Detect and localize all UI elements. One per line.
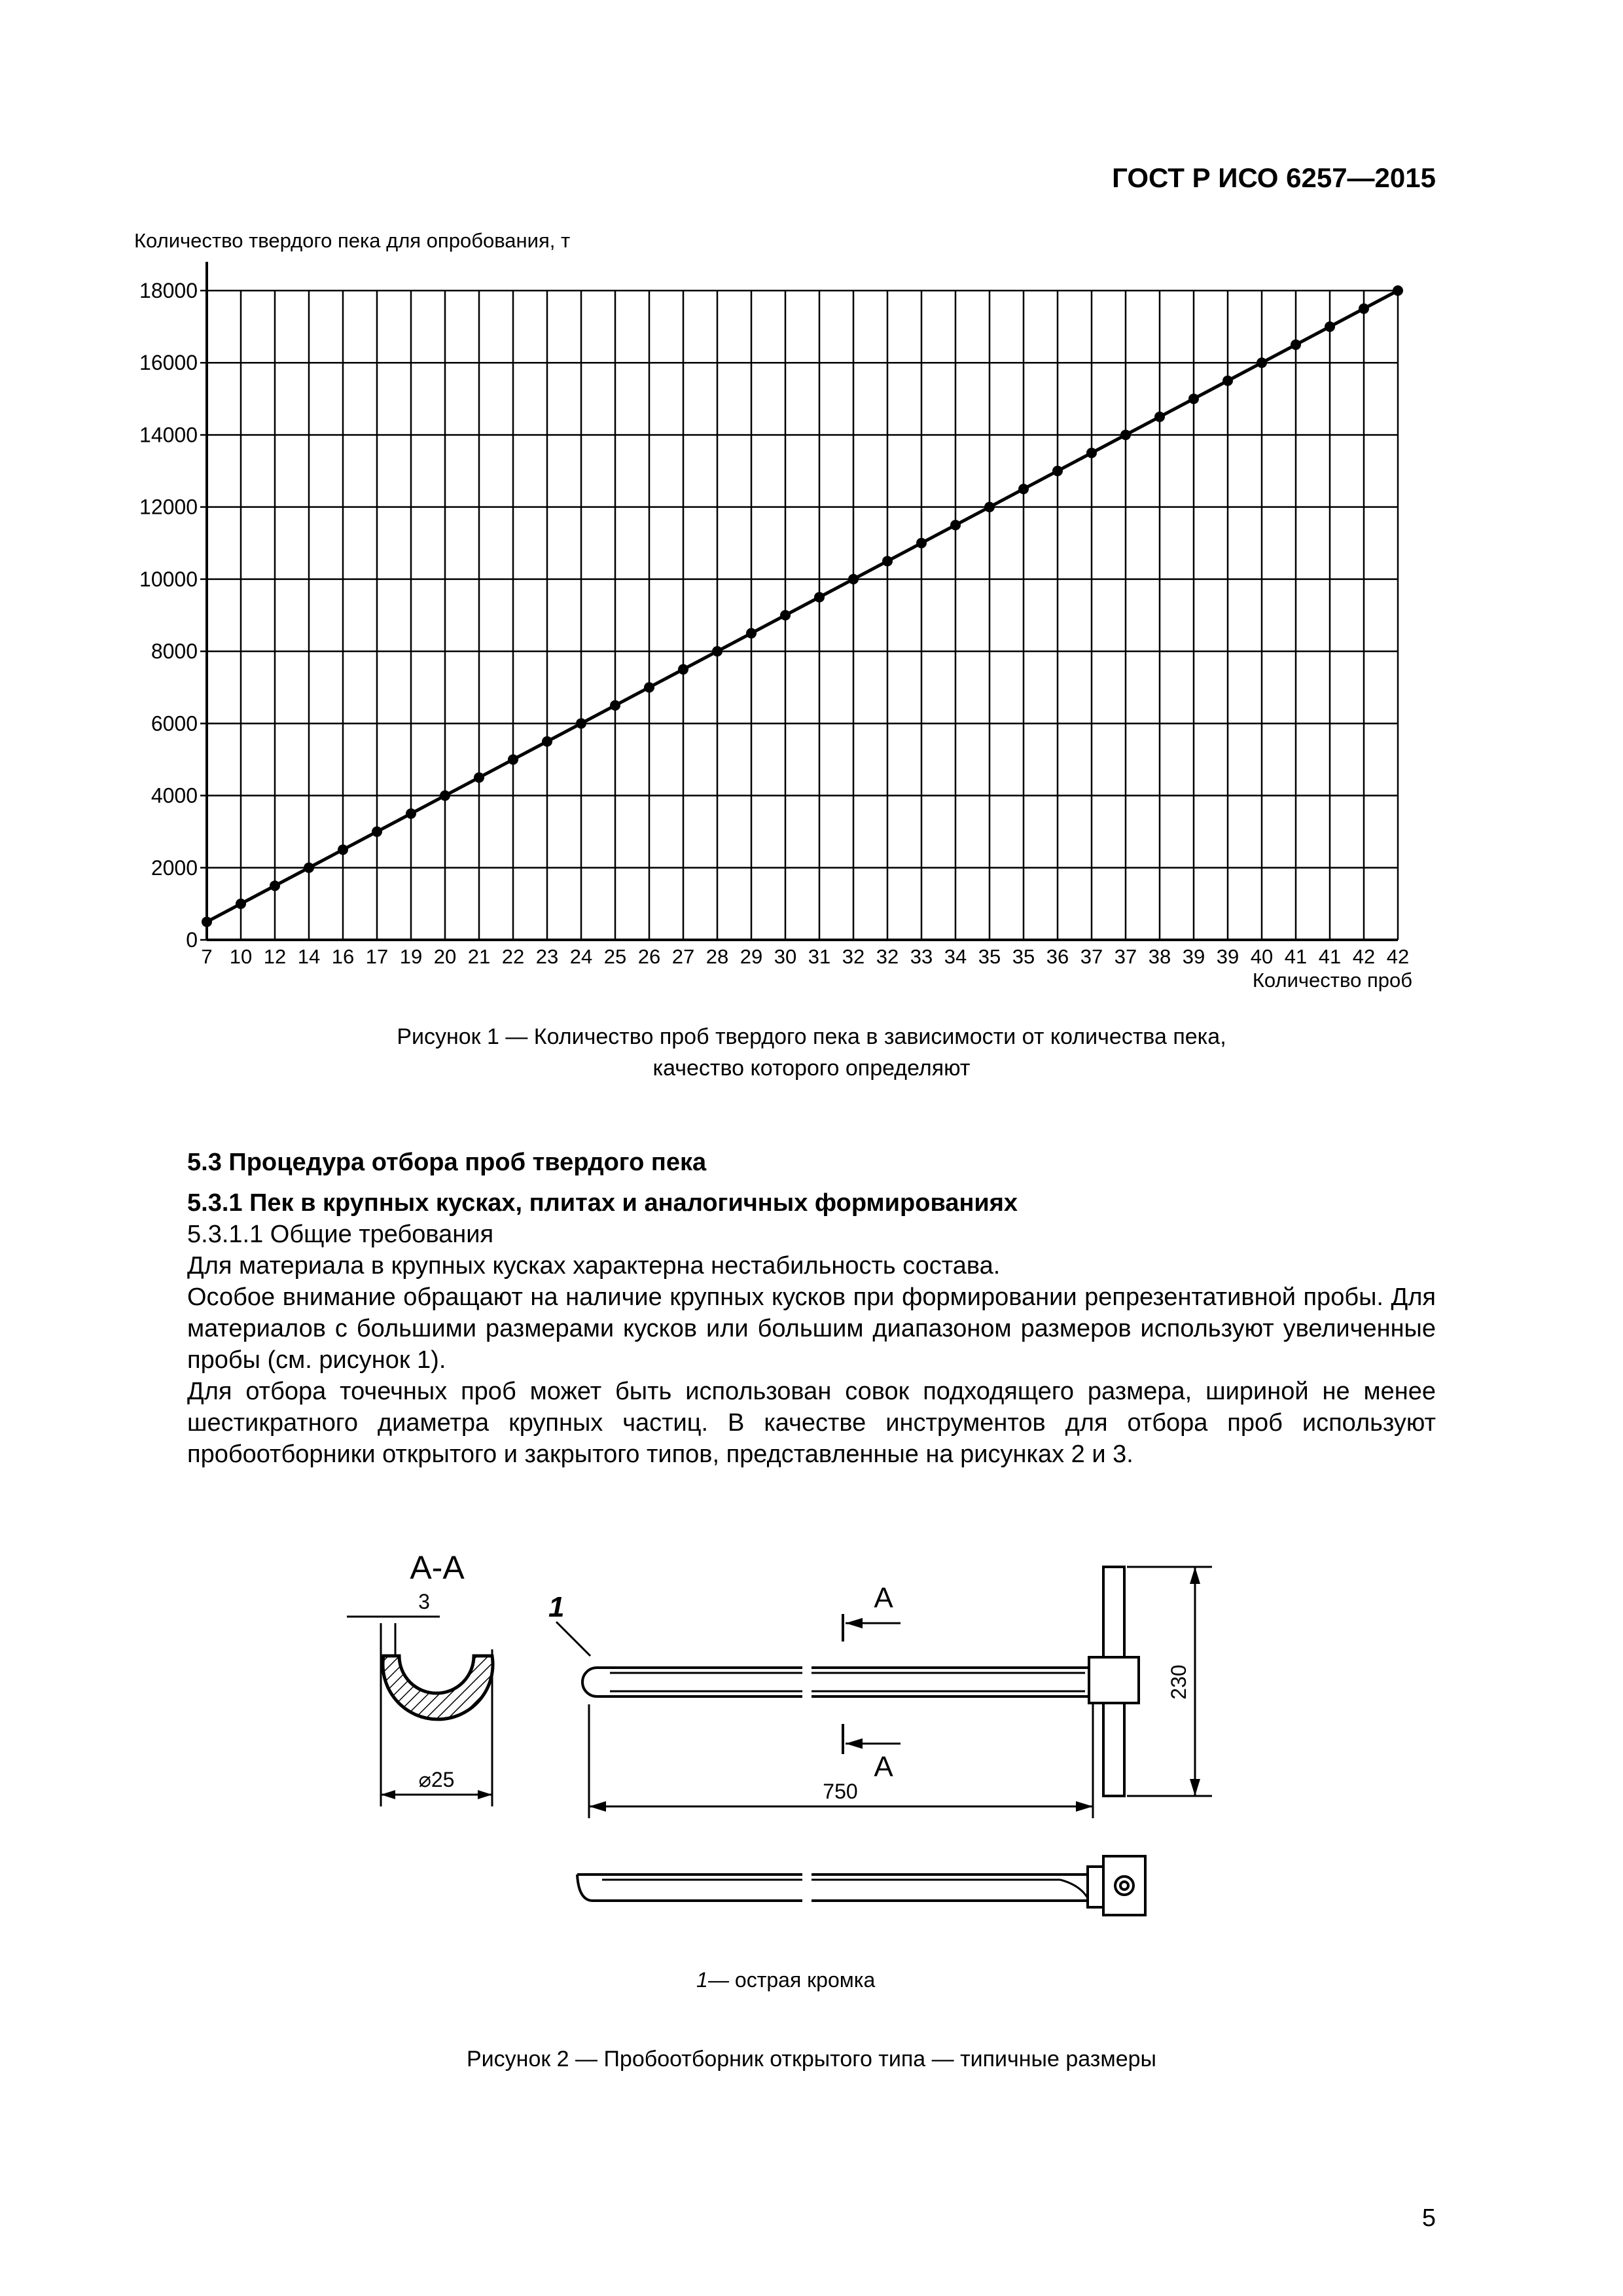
x-tick-label: 17: [365, 945, 389, 968]
dim-230-label: 230: [1167, 1664, 1190, 1700]
x-tick-label: 24: [569, 945, 593, 968]
heading-5-3-1-1: 5.3.1.1 Общие требования: [187, 1221, 494, 1248]
x-tick-label: 42: [1386, 945, 1410, 968]
section-arrow-a-bottom: А: [874, 1751, 893, 1783]
x-tick-label: 34: [944, 945, 967, 968]
x-tick-label: 35: [978, 945, 1001, 968]
y-tick-label: 2000: [151, 855, 198, 880]
heading-5-3-1: 5.3.1 Пек в крупных кусках, плитах и аналогичных формированиях: [187, 1189, 1018, 1217]
x-tick-label: 21: [467, 945, 491, 968]
x-tick-label: 37: [1080, 945, 1103, 968]
x-tick-label: 29: [740, 945, 763, 968]
x-tick-label: 28: [705, 945, 729, 968]
y-tick-label: 12000: [139, 495, 198, 519]
paragraph-2: Особое внимание обращают на наличие крупных кусков при формировании репрезентативной пробы. Для материалов с большими размерами кусков или большим диапазоном размеров используют увеличенные пробы (см. рисунок 1).: [187, 1283, 1436, 1374]
x-tick-label: 7: [201, 945, 213, 968]
legend-number: 1: [696, 1968, 708, 1992]
dim-750-label: 750: [823, 1780, 858, 1803]
x-tick-label: 41: [1284, 945, 1308, 968]
y-tick-label: 16000: [139, 351, 198, 375]
y-tick-label: 14000: [139, 423, 198, 447]
x-tick-label: 10: [229, 945, 253, 968]
x-tick-label: 14: [297, 945, 321, 968]
paragraph-1: Для материала в крупных кусках характерна нестабильность состава.: [187, 1252, 1001, 1280]
y-tick-label: 0: [186, 928, 198, 952]
x-tick-label: 22: [501, 945, 525, 968]
x-tick-label: 23: [535, 945, 559, 968]
x-tick-label: 30: [774, 945, 797, 968]
figure2-caption: Рисунок 2 — Пробоотборник открытого типа — типичные размеры: [467, 2047, 1156, 2072]
figure1-caption-line1: Рисунок 1 — Количество проб твердого пека в зависимости от количества пека,: [397, 1024, 1226, 1049]
y-tick-label: 10000: [139, 567, 198, 591]
x-tick-label: 25: [603, 945, 627, 968]
callout-1: 1: [548, 1591, 565, 1623]
legend-text: — острая кромка: [708, 1968, 876, 1992]
figure1-caption-line2: качество которого определяют: [652, 1056, 971, 1081]
x-tick-label: 39: [1182, 945, 1205, 968]
x-tick-label: 27: [671, 945, 695, 968]
x-tick-label: 31: [808, 945, 831, 968]
x-tick-label: 32: [842, 945, 865, 968]
x-tick-label: 35: [1012, 945, 1035, 968]
x-tick-label: 12: [263, 945, 287, 968]
x-tick-label: 26: [637, 945, 661, 968]
section-arrow-a-top: А: [874, 1582, 893, 1614]
x-tick-label: 19: [399, 945, 423, 968]
section-label: А-А: [410, 1549, 465, 1586]
x-tick-label: 41: [1318, 945, 1342, 968]
chart-ylabel: Количество твердого пека для опробования, т: [134, 229, 571, 252]
chart-xlabel: Количество проб: [1252, 969, 1412, 992]
x-tick-label: 20: [433, 945, 457, 968]
x-tick-label: 33: [910, 945, 933, 968]
dim-3-label: 3: [418, 1590, 430, 1613]
page-number: 5: [1421, 2204, 1436, 2232]
x-tick-label: 42: [1352, 945, 1376, 968]
x-tick-label: 40: [1250, 945, 1274, 968]
x-tick-label: 37: [1114, 945, 1137, 968]
heading-5-3: 5.3 Процедура отбора проб твердого пека: [187, 1149, 707, 1176]
y-tick-label: 4000: [151, 783, 198, 808]
y-tick-label: 18000: [139, 279, 198, 302]
x-tick-label: 16: [331, 945, 355, 968]
x-tick-label: 39: [1216, 945, 1240, 968]
x-tick-label: 38: [1148, 945, 1171, 968]
y-tick-label: 8000: [151, 639, 198, 664]
y-tick-label: 6000: [151, 711, 198, 736]
x-tick-label: 32: [876, 945, 899, 968]
dim-diameter-label: ⌀25: [418, 1768, 455, 1791]
x-tick-label: 36: [1046, 945, 1069, 968]
paragraph-3: Для отбора точечных проб может быть использован совок подходящего размера, шириной не менее шестикратного диаметра крупных частиц. В качестве инструментов для отбора проб используют пробоотборники открытого и закрытого типов, представленные на рисунках 2 и 3.: [187, 1378, 1436, 1468]
document-code: ГОСТ Р ИСО 6257—2015: [1112, 162, 1436, 193]
